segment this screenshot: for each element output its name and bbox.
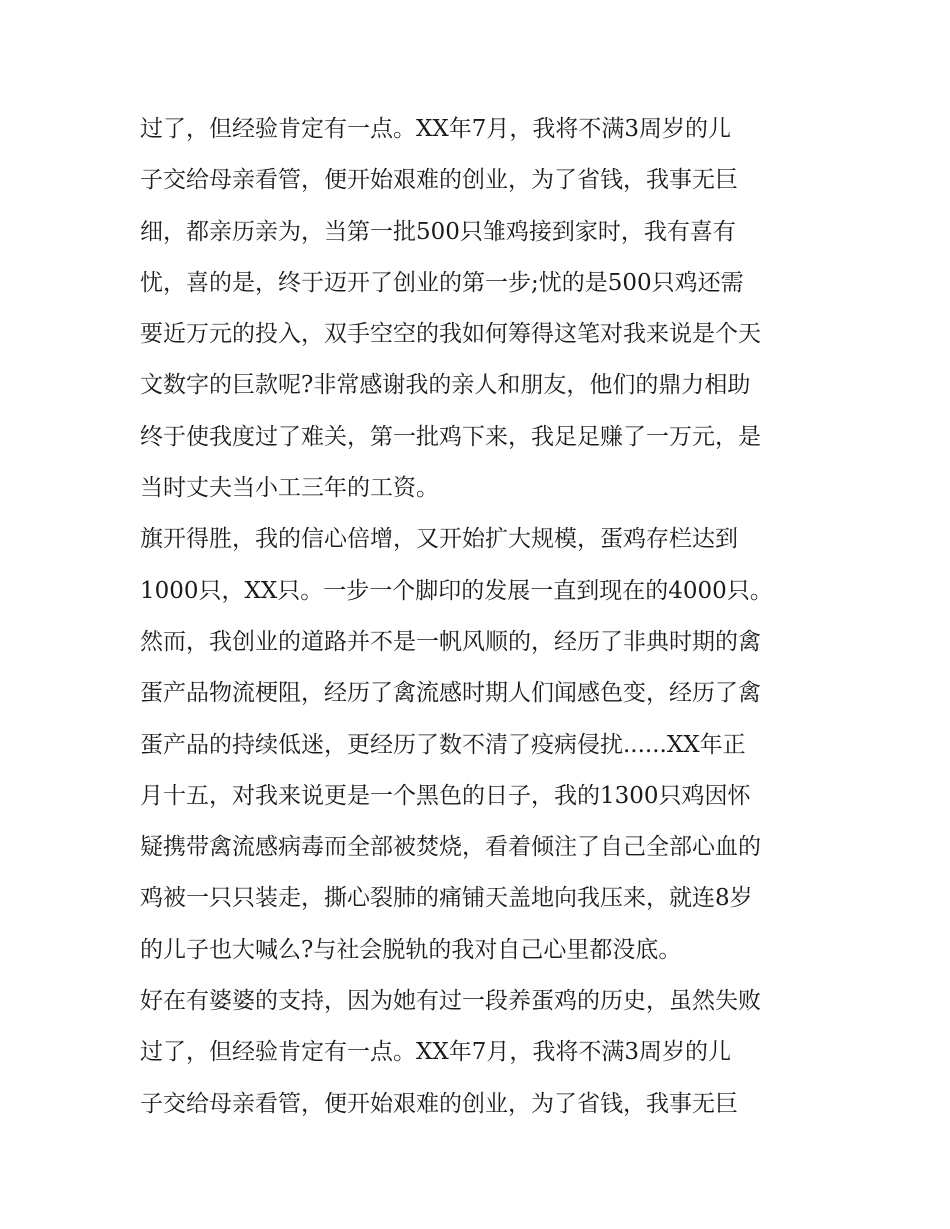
- text-line: 细，都亲历亲为，当第一批500只雏鸡接到家时，我有喜有: [140, 218, 736, 245]
- text-line: 忧，喜的是，终于迈开了创业的第一步;忧的是500只鸡还需: [140, 269, 744, 296]
- text-line: 月十五，对我来说更是一个黑色的日子，我的1300只鸡因怀: [140, 782, 751, 809]
- body-text: [140, 104, 820, 1130]
- text-line: 鸡被一只只装走，撕心裂肺的痛铺天盖地向我压来，就连8岁: [140, 885, 753, 912]
- text-line: 疑携带禽流感病毒而全部被焚烧，看着倾注了自己全部心血的: [140, 834, 761, 861]
- text-line: 然而，我创业的道路并不是一帆风顺的，经历了非典时期的禽: [140, 628, 761, 655]
- text-line: 当时丈夫当小工三年的工资。: [140, 475, 439, 502]
- text-line: 的儿子也大喊么?与社会脱轨的我对自己心里都没底。: [140, 936, 682, 963]
- text-line: 旗开得胜，我的信心倍增，又开始扩大规模，蛋鸡存栏达到: [140, 526, 738, 553]
- text-line: 子交给母亲看管，便开始艰难的创业，为了省钱，我事无巨: [140, 1090, 738, 1117]
- text-line: 1000只，XX只。一步一个脚印的发展一直到现在的4000只。: [140, 577, 773, 604]
- text-line: 过了，但经验肯定有一点。XX年7月，我将不满3周岁的儿: [140, 116, 732, 142]
- text-line: 蛋产品物流梗阻，经历了禽流感时期人们闻感色变，经历了禽: [140, 680, 761, 707]
- text-line: 过了，但经验肯定有一点。XX年7月，我将不满3周岁的儿: [140, 1039, 732, 1066]
- text-line: 要近万元的投入，双手空空的我如何筹得这笔对我来说是个天: [140, 321, 761, 348]
- text-line: 终于使我度过了难关，第一批鸡下来，我足足赚了一万元，是: [140, 423, 761, 450]
- text-line: 蛋产品的持续低迷，更经历了数不清了疫病侵扰......XX年正: [140, 731, 746, 758]
- text-line: 好在有婆婆的支持，因为她有过一段养蛋鸡的历史，虽然失败: [140, 988, 761, 1015]
- text-line: 子交给母亲看管，便开始艰难的创业，为了省钱，我事无巨: [140, 167, 738, 194]
- text-line: 文数字的巨款呢?非常感谢我的亲人和朋友，他们的鼎力相助: [140, 372, 751, 399]
